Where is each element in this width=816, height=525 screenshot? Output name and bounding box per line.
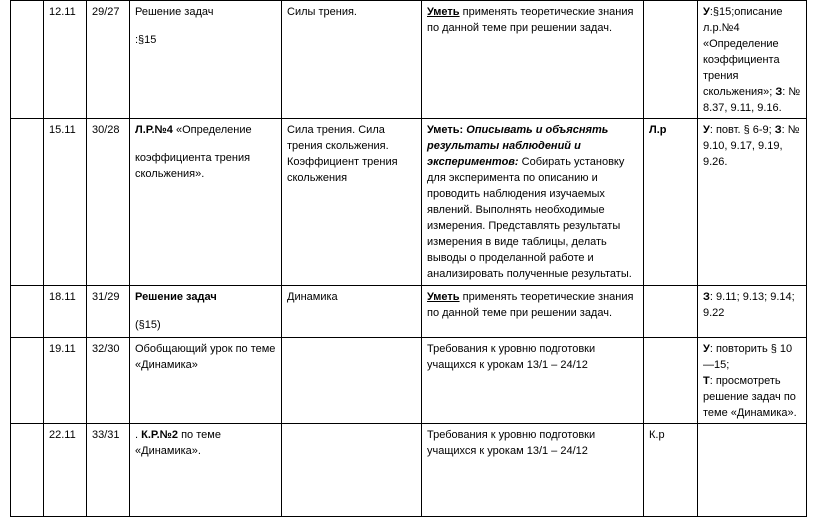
date-cell: 18.11 bbox=[44, 286, 87, 338]
topic-text: коэффициента трения скольжения». bbox=[135, 152, 251, 180]
homework-key: У bbox=[703, 343, 710, 355]
homework-text: : повт. § 6-9; bbox=[709, 124, 775, 136]
control-cell: Л.р bbox=[644, 119, 698, 286]
homework-cell bbox=[698, 119, 807, 286]
lab-work-label: Л.Р.№4 bbox=[135, 124, 173, 136]
requirement-text: применять теоретические знания по данной теме при решении задач. bbox=[427, 6, 634, 34]
requirement-text: Собирать установку для эксперимента по описанию и проводить наблюдения изучаемых явлений. Выполнять необходимые измерения. Представлять результаты измерения в виде таблицы, делать выводы о проделанной работе и анализировать полученные результаты. bbox=[427, 156, 632, 280]
date-cell: 22.11 bbox=[44, 424, 87, 517]
test-work-label: К.Р.№2 bbox=[141, 429, 179, 441]
lesson-number-cell: 33/31 bbox=[87, 424, 130, 517]
homework-text: : № 8.37, 9.11, 9.16. bbox=[703, 86, 801, 114]
homework-key: З bbox=[703, 291, 710, 303]
margin-cell bbox=[11, 338, 44, 424]
table-row bbox=[11, 119, 807, 286]
homework-key: Т bbox=[703, 375, 710, 387]
topic-paragraph: :§15 bbox=[135, 34, 157, 46]
lesson-number-cell: 30/28 bbox=[87, 119, 130, 286]
requirements-cell: Требования к уровню подготовки учащихся к урокам 13/1 – 24/12 bbox=[422, 424, 644, 517]
requirements-cell bbox=[422, 1, 644, 119]
homework-text: :§15;описание л.р.№4 «Определение коэффициента трения скольжения»; bbox=[703, 6, 783, 98]
content-cell: Силы трения. bbox=[282, 1, 422, 119]
control-cell bbox=[644, 286, 698, 338]
topic-text: «Определение bbox=[172, 124, 252, 136]
control-cell bbox=[644, 338, 698, 424]
margin-cell bbox=[11, 119, 44, 286]
content-cell bbox=[282, 424, 422, 517]
topic-text: Решение задач bbox=[135, 291, 217, 303]
homework-cell bbox=[698, 424, 807, 517]
homework-key: З bbox=[775, 86, 783, 98]
homework-key: У bbox=[703, 6, 710, 18]
homework-key: З bbox=[774, 124, 782, 136]
date-cell: 19.11 bbox=[44, 338, 87, 424]
homework-text: : повторить § 10—15; bbox=[703, 343, 793, 371]
homework-key: У bbox=[703, 124, 710, 136]
requirement-lead: Уметь bbox=[427, 6, 460, 18]
lesson-number-cell: 31/29 bbox=[87, 286, 130, 338]
homework-text: : № 9.10, 9.17, 9.19, 9.26. bbox=[703, 124, 800, 168]
lesson-plan-table bbox=[10, 0, 807, 517]
topic-cell: Обобщающий урок по теме «Динамика» bbox=[130, 338, 282, 424]
topic-text: Решение задач bbox=[135, 6, 214, 18]
lesson-number-cell: 32/30 bbox=[87, 338, 130, 424]
margin-cell bbox=[11, 1, 44, 119]
requirement-lead-italic: Описывать и объяснять результаты наблюдений и экспериментов: bbox=[427, 124, 609, 168]
homework-cell bbox=[698, 1, 807, 119]
homework-cell bbox=[698, 286, 807, 338]
topic-cell bbox=[130, 424, 282, 517]
table-row bbox=[11, 286, 807, 338]
requirement-lead: Уметь bbox=[427, 291, 460, 303]
control-cell bbox=[644, 1, 698, 119]
topic-prefix: . bbox=[135, 429, 142, 441]
requirements-cell bbox=[422, 286, 644, 338]
requirement-lead: Уметь: bbox=[427, 124, 464, 136]
date-cell: 12.11 bbox=[44, 1, 87, 119]
margin-cell bbox=[11, 424, 44, 517]
date-cell: 15.11 bbox=[44, 119, 87, 286]
topic-paragraph: (§15) bbox=[135, 319, 161, 331]
content-cell: Сила трения. Сила трения скольжения. Коэффициент трения скольжения bbox=[282, 119, 422, 286]
homework-cell bbox=[698, 338, 807, 424]
topic-cell bbox=[130, 119, 282, 286]
topic-text: по теме «Динамика». bbox=[135, 429, 221, 457]
table-row bbox=[11, 1, 807, 119]
content-cell: Динамика bbox=[282, 286, 422, 338]
homework-text: : 9.11; 9.13; 9.14; 9.22 bbox=[703, 291, 795, 319]
table-row bbox=[11, 338, 807, 424]
content-cell bbox=[282, 338, 422, 424]
topic-cell bbox=[130, 1, 282, 119]
margin-cell bbox=[11, 286, 44, 338]
lesson-number-cell: 29/27 bbox=[87, 1, 130, 119]
requirements-cell: Требования к уровню подготовки учащихся к урокам 13/1 – 24/12 bbox=[422, 338, 644, 424]
table-row bbox=[11, 424, 807, 517]
topic-cell bbox=[130, 286, 282, 338]
homework-text: : просмотреть решение задач по теме «Динамика». bbox=[703, 375, 797, 419]
control-cell: К.р bbox=[644, 424, 698, 517]
requirements-cell bbox=[422, 119, 644, 286]
requirement-text: применять теоретические знания по данной теме при решении задач. bbox=[427, 291, 634, 319]
